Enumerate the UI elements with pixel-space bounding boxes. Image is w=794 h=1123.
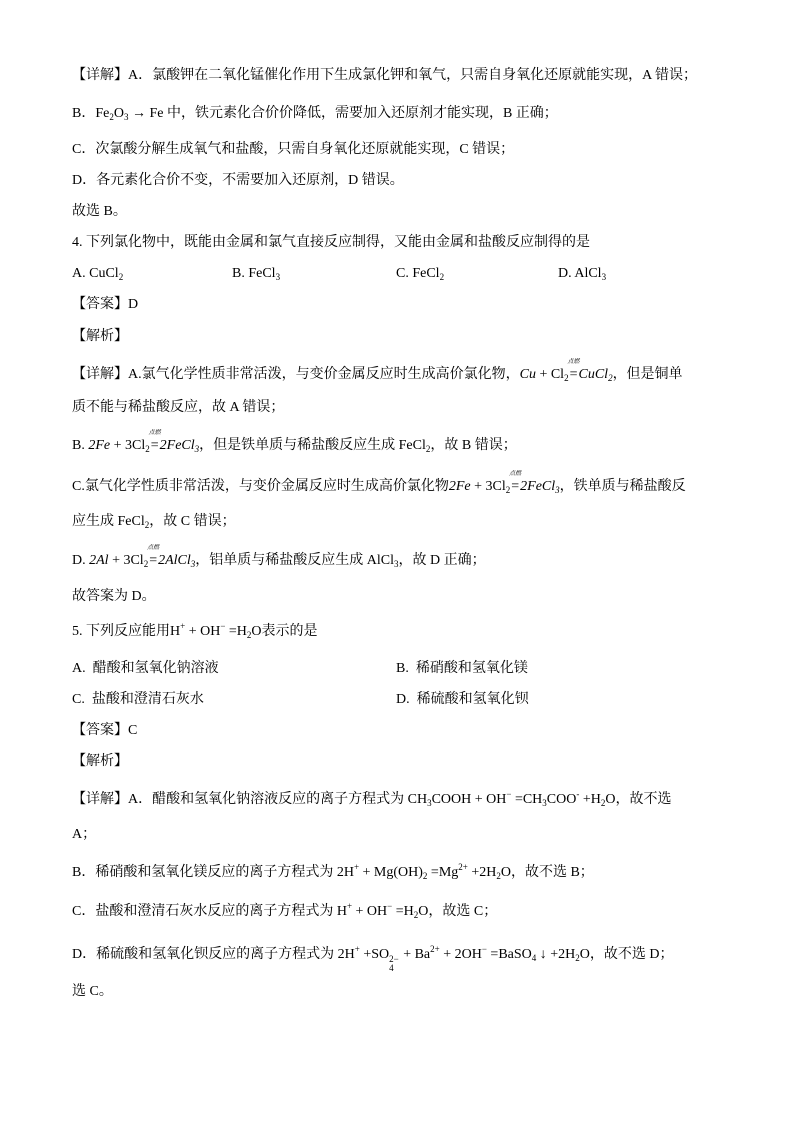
- text-run: C. 盐酸和澄清石灰水: [72, 692, 204, 707]
- detail-option-d: [72, 545, 486, 571]
- subscript: 2: [144, 520, 150, 530]
- text-run: + 3Cl: [108, 553, 144, 568]
- detail-option-a: [72, 359, 683, 385]
- text-run: D．各元素化合价不变，不需要加入还原剂，D 错误。: [72, 173, 404, 188]
- text-run: O，故不选 D；: [579, 947, 674, 962]
- text-run: ，铁单质与稀盐酸反: [559, 479, 686, 494]
- superscript: +: [346, 901, 353, 911]
- text-run: Fe: [95, 106, 110, 121]
- conclusion: [72, 202, 127, 222]
- detail-option-a: [72, 790, 671, 810]
- text-run: COOH + OH: [431, 792, 507, 807]
- option-a: [72, 264, 123, 284]
- formula-term: CuCl: [578, 367, 609, 382]
- detail-option-c: [72, 471, 686, 497]
- detail-option-c-continued: [72, 512, 236, 532]
- question-stem: [72, 233, 590, 253]
- text-run: 【详解】A．醋酸和氢氧化钠溶液反应的离子方程式为 CH: [72, 792, 428, 807]
- text-run: 表示的是: [261, 624, 318, 639]
- superscript: 2+: [430, 944, 440, 954]
- text-run: =Mg: [427, 865, 459, 880]
- text-run: 质不能与稀盐酸反应，故 A 错误；: [72, 400, 285, 415]
- detail-option-d: [72, 945, 674, 973]
- text-run: C．次氯酸分解生成氧气和盐酸，只需自身氧化还原就能实现，C 错误；: [72, 142, 515, 157]
- text-run: +2H: [467, 865, 497, 880]
- text-run: + 3Cl: [470, 479, 506, 494]
- option-c: [72, 690, 204, 710]
- question-stem: [72, 622, 318, 642]
- subscript: 2: [505, 485, 511, 495]
- text-run: 4. 下列氯化物中，既能由金属和氯气直接反应制得，又能由金属和盐酸反应制得的是: [72, 235, 590, 250]
- detail-option-a-continued: [72, 398, 284, 418]
- text-run: C. FeCl: [396, 266, 440, 281]
- superscript: 2+: [458, 862, 468, 872]
- option-c: [396, 264, 444, 284]
- superscript: −: [481, 944, 487, 954]
- subscript: 2: [143, 559, 149, 569]
- subscript: 2: [575, 953, 580, 963]
- text-run: =BaSO: [486, 947, 532, 962]
- option-d: [396, 690, 529, 710]
- subscript: 3: [555, 485, 560, 495]
- subscript: 3: [123, 112, 129, 122]
- formula-term: Cu: [519, 367, 536, 382]
- text-run: ，但是铜单: [612, 367, 683, 382]
- text-run: 故选 B。: [72, 204, 127, 219]
- subscript: 2: [600, 798, 606, 808]
- subscript: 3: [394, 559, 399, 569]
- conclusion: [72, 982, 113, 1002]
- reaction-condition: 点燃: [148, 430, 161, 436]
- charge-and-subscript: [389, 955, 399, 973]
- subscript: 2: [246, 630, 252, 640]
- subscript: 3: [601, 272, 607, 282]
- formula-term: 2AlCl: [158, 553, 191, 568]
- subscript: 4: [389, 963, 394, 973]
- superscript: −: [220, 621, 226, 631]
- text-run: 【解析】: [72, 754, 128, 769]
- text-run: + 2OH: [439, 947, 482, 962]
- subscript: 3: [542, 798, 547, 808]
- detail-option-c: [72, 140, 514, 160]
- superscript: +: [180, 621, 186, 631]
- formula-term: 2FeCl: [520, 479, 556, 494]
- text-run: D．稀硫酸和氢氧化钡反应的离子方程式为 2H: [72, 947, 355, 962]
- detail-option-a: [72, 66, 697, 86]
- option-a: [72, 659, 219, 679]
- text-run: 选 C。: [72, 984, 113, 999]
- superscript: 2−: [389, 954, 399, 964]
- text-run: 【答案】D: [72, 297, 139, 312]
- reaction-equals: [148, 430, 161, 456]
- text-run: ，铝单质与稀盐酸反应生成 AlCl: [195, 553, 395, 568]
- subscript: 2: [109, 112, 114, 122]
- detail-option-c: [72, 902, 497, 922]
- answer-label: [72, 721, 137, 741]
- answer-label: [72, 295, 138, 315]
- formula-term: 2Al: [89, 553, 109, 568]
- analysis-label: [72, 752, 128, 772]
- text-run: 故答案为 D。: [72, 589, 156, 604]
- subscript: 3: [275, 272, 281, 282]
- formula-term: 2Fe: [88, 438, 111, 453]
- text-run: + OH: [185, 624, 221, 639]
- superscript: -: [576, 789, 580, 799]
- text-run: D.: [72, 553, 90, 568]
- detail-option-b: [72, 104, 558, 124]
- text-run: =H: [225, 624, 247, 639]
- formula-term: 2FeCl: [159, 438, 195, 453]
- text-run: 【详解】A．氯酸钾在二氧化锰催化作用下生成氯化钾和氧气，只需自身氧化还原就能实现，A 错误；: [72, 68, 697, 83]
- equals-sign: =: [569, 367, 578, 382]
- text-run: O，故选 C；: [418, 904, 498, 919]
- subscript: 2: [439, 272, 445, 282]
- text-run: H: [170, 624, 181, 639]
- text-run: A. 醋酸和氢氧化钠溶液: [72, 661, 219, 676]
- conclusion: [72, 587, 156, 607]
- superscript: +: [354, 944, 360, 954]
- subscript: 2: [145, 444, 150, 454]
- text-run: + OH: [352, 904, 388, 919]
- text-run: + Mg(OH): [359, 865, 423, 880]
- option-b: [396, 659, 528, 679]
- text-run: B. FeCl: [232, 266, 276, 281]
- subscript: 2: [608, 373, 613, 383]
- reaction-condition: 点燃: [509, 471, 522, 477]
- text-run: +SO: [359, 947, 390, 962]
- reaction-equals: [567, 359, 580, 385]
- text-run: ，但是铁单质与稀盐酸反应生成 FeCl: [199, 438, 426, 453]
- text-run: ↓ +2H: [536, 947, 576, 962]
- text-run: =CH: [511, 792, 543, 807]
- text-run: O，故不选: [605, 792, 672, 807]
- formula-term: 2Fe: [448, 479, 471, 494]
- text-run: B.: [72, 438, 89, 453]
- equals-sign: =: [150, 438, 159, 453]
- text-run: D. 稀硫酸和氢氧化钡: [396, 692, 529, 707]
- text-run: A；: [72, 827, 97, 842]
- text-run: COO: [546, 792, 577, 807]
- text-run: ，故 D 正确；: [398, 553, 486, 568]
- text-run: O: [113, 106, 124, 121]
- text-run: B．: [72, 106, 96, 121]
- text-run: 【答案】C: [72, 723, 138, 738]
- superscript: −: [506, 789, 512, 799]
- subscript: 3: [194, 444, 200, 454]
- text-run: 【解析】: [72, 329, 128, 344]
- text-run: C.氯气化学性质非常活泼，与变价金属反应时生成高价氯化物: [72, 479, 449, 494]
- subscript: 2: [413, 910, 419, 920]
- subscript: 2: [118, 272, 124, 282]
- reaction-equals: [509, 471, 522, 497]
- subscript: 3: [427, 798, 432, 808]
- text-run: ，故 B 错误；: [430, 438, 517, 453]
- reaction-condition: 点燃: [147, 545, 160, 551]
- text-run: → Fe 中，铁元素化合价价降低，需要加入还原剂才能实现，B 正确；: [128, 106, 558, 121]
- subscript: 3: [190, 559, 196, 569]
- text-run: 应生成 FeCl: [72, 514, 145, 529]
- text-run: B．稀硝酸和氢氧化镁反应的离子方程式为 2H: [72, 865, 354, 880]
- subscript: 2: [496, 871, 501, 881]
- subscript: 2: [422, 871, 428, 881]
- text-run: O，故不选 B；: [500, 865, 594, 880]
- detail-option-b: [72, 430, 517, 456]
- detail-option-a-continued: [72, 825, 96, 845]
- text-run: + Ba: [399, 947, 431, 962]
- text-run: B. 稀硝酸和氢氧化镁: [396, 661, 528, 676]
- text-run: =H: [392, 904, 414, 919]
- text-run: + Cl: [535, 367, 565, 382]
- detail-option-d: [72, 171, 404, 191]
- text-run: 5. 下列反应能用: [72, 624, 170, 639]
- superscript: −: [387, 901, 393, 911]
- superscript: +: [353, 862, 360, 872]
- subscript: 4: [531, 953, 537, 963]
- text-run: D. AlCl: [558, 266, 602, 281]
- text-run: + 3Cl: [110, 438, 146, 453]
- reaction-condition: 点燃: [567, 359, 580, 365]
- reaction-equals: [147, 545, 160, 571]
- detail-option-b: [72, 863, 594, 883]
- option-b: [232, 264, 280, 284]
- text-run: 【详解】A.氯气化学性质非常活泼，与变价金属反应时生成高价氯化物，: [72, 367, 520, 382]
- subscript: 2: [564, 373, 569, 383]
- subscript: 2: [425, 444, 431, 454]
- option-d: [558, 264, 606, 284]
- equals-sign: =: [511, 479, 520, 494]
- analysis-label: [72, 327, 128, 347]
- text-run: ，故 C 错误；: [149, 514, 236, 529]
- equals-sign: =: [149, 553, 158, 568]
- text-run: +H: [579, 792, 601, 807]
- text-run: C．盐酸和澄清石灰水反应的离子方程式为 H: [72, 904, 347, 919]
- text-run: A. CuCl: [72, 266, 119, 281]
- text-run: O: [251, 624, 262, 639]
